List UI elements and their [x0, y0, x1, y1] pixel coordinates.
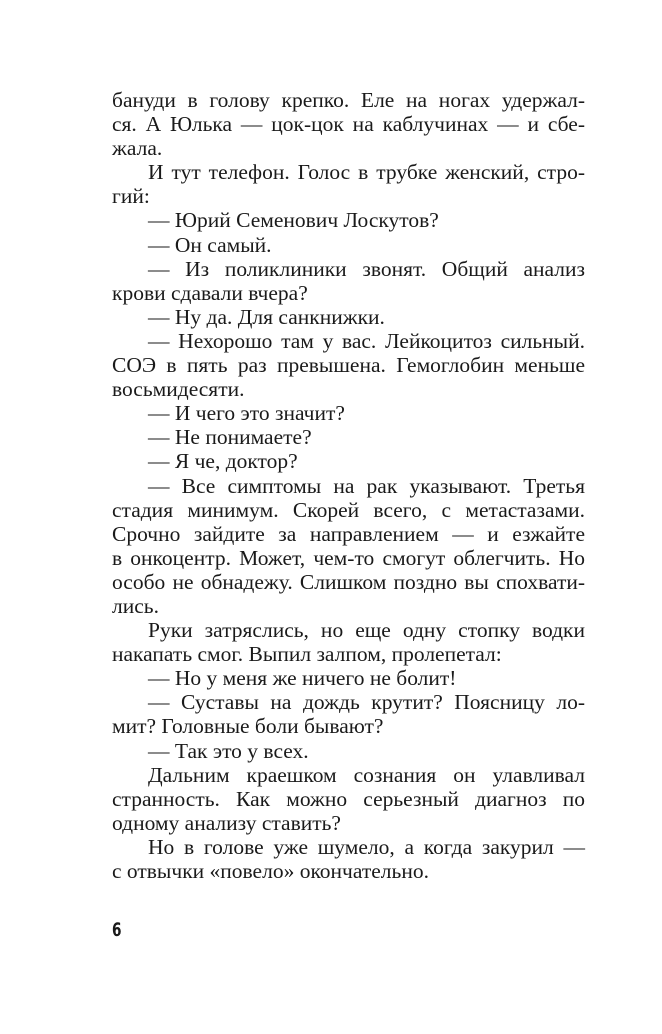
text-line: Дальним краешком сознания он улавливал: [148, 762, 585, 787]
text-line: накапать смог. Выпил залпом, пролепетал:: [112, 642, 502, 667]
text-line: Руки затряслись, но еще одну стопку водки: [148, 618, 585, 643]
page-number: 6: [112, 919, 122, 941]
text-line: восьмидесяти.: [112, 377, 245, 402]
text-line: — Я че, доктор?: [148, 449, 298, 474]
text-line: — Но у меня же ничего не болит!: [148, 666, 457, 691]
page-body: [112, 88, 585, 883]
text-line: особо не обнадежу. Слишком поздно вы спохвати-: [112, 569, 585, 594]
text-line: крови сдавали вчера?: [112, 280, 308, 305]
text-line: — И чего это значит?: [148, 401, 345, 426]
text-line: мит? Головные боли бывают?: [112, 714, 384, 739]
text-line: лись.: [112, 593, 159, 618]
text-line: — Суставы на дождь крутит? Поясницу ло-: [148, 690, 585, 715]
text-line: с отвычки «повело» окончательно.: [112, 859, 429, 883]
text-line: ся. А Юлька — цок-цок на каблучинах — и сбе-: [112, 112, 585, 137]
text-line: гий:: [112, 184, 150, 209]
text-line: — Нехорошо там у вас. Лейкоцитоз сильный.: [148, 328, 585, 353]
text-line: — Из поликлиники звонят. Общий анализ: [148, 256, 585, 281]
text-line: бануди в голову крепко. Еле на ногах удержал-: [112, 88, 585, 112]
text-line: И тут телефон. Голос в трубке женский, стро-: [148, 160, 585, 185]
text-line: — Он самый.: [148, 232, 272, 257]
text-line: — Ну да. Для санкнижки.: [148, 304, 385, 329]
text-line: — Так это у всех.: [148, 738, 309, 763]
text-line: — Не понимаете?: [148, 425, 312, 450]
text-line: в онкоцентр. Может, чем-то смогут облегчить. Но: [112, 545, 585, 570]
text-line: одному анализу ставить?: [112, 810, 341, 835]
text-line: — Все симптомы на рак указывают. Третья: [148, 473, 585, 498]
text-line: стадия минимум. Скорей всего, с метастазами.: [112, 497, 585, 522]
text-line: Но в голове уже шумело, а когда закурил —: [148, 834, 585, 859]
text-line: — Юрий Семенович Лоскутов?: [148, 208, 439, 233]
text-line: жала.: [112, 136, 163, 161]
text-line: Срочно зайдите за направлением — и езжайте: [112, 521, 585, 546]
text-line: СОЭ в пять раз превышена. Гемоглобин меньше: [112, 353, 585, 378]
text-line: странность. Как можно серьезный диагноз по: [112, 786, 585, 811]
